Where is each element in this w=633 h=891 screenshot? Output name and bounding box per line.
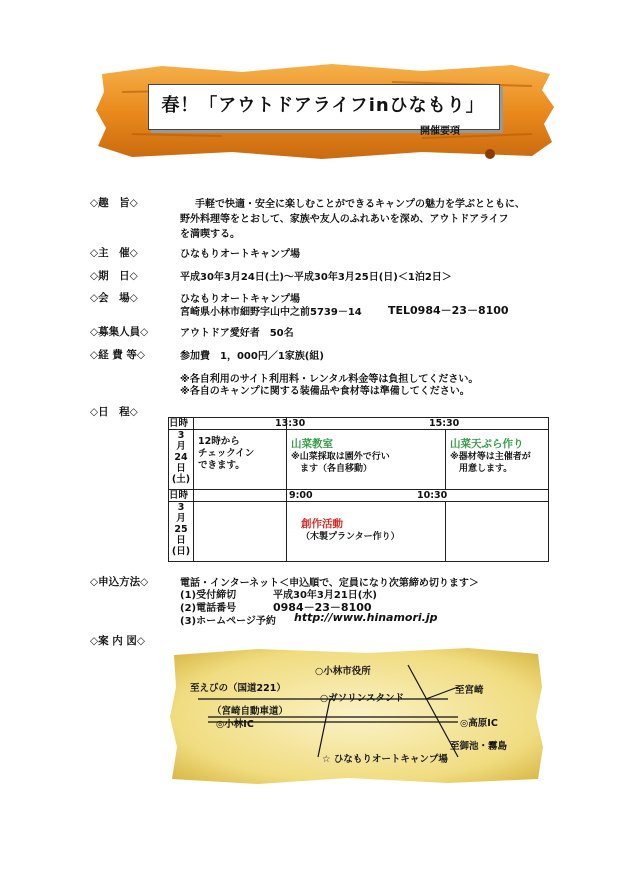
- day1-checkin: 12時から チェックイン できます。: [198, 436, 255, 471]
- day2-activity-note: （木製プランター作り）: [301, 532, 400, 542]
- cost-note-2: ※各自のキャンプに関する装備品や食材等は準備してください。: [180, 386, 470, 397]
- map-to-miyazaki: 至宮崎: [455, 685, 484, 696]
- cost-label: ◇経 費 等◇: [90, 349, 145, 361]
- map-to-mi: 至御池・霧島: [450, 741, 508, 752]
- apply-item-3-key: (3)ホームページ予約: [180, 616, 276, 627]
- apply-item-2-key: (2)電話番号: [180, 603, 237, 614]
- map-city-hall: ○小林市役所: [315, 666, 371, 677]
- page-title: 春！「アウトドアライフinひなもり」: [161, 95, 485, 116]
- schedule-label: ◇日 程◇: [90, 406, 138, 418]
- venue-label: ◇会 場◇: [90, 292, 138, 304]
- day1-date: 3 月 24 日 (土): [169, 430, 194, 490]
- day2-time2: 10:30: [417, 490, 448, 501]
- apply-item-1-key: (1)受付締切: [180, 590, 237, 601]
- apply-intro: 電話・インターネット＜申込順で、定員になり次第締め切ります＞: [180, 578, 479, 589]
- period-value: 平成30年3月24日(土)～平成30年3月25日(日)＜1泊2日＞: [180, 272, 452, 283]
- map-gas-station: ○ガソリンスタンド: [320, 693, 405, 704]
- recruit-value: アウトドア愛好者 50名: [180, 328, 294, 339]
- cost-note-1: ※各自利用のサイト利用料・レンタル料金等は負担してください。: [180, 374, 479, 385]
- cost-value: 参加費 1，000円／1家族(組): [180, 351, 324, 362]
- day1-activity-2-note: ※器材等は主催者が 用意します。: [450, 452, 531, 474]
- day2-header-left: 日時: [169, 490, 194, 502]
- day2-time1: 9:00: [289, 490, 313, 501]
- period-label: ◇期 日◇: [90, 270, 138, 282]
- map-route221: 至えびの（国道221）: [190, 683, 286, 694]
- apply-item-3-value[interactable]: http://www.hinamori.jp: [294, 611, 438, 624]
- map-camp: ☆ ひなもりオートキャンプ場: [322, 754, 448, 765]
- day1-activity-1-title: 山菜教室: [291, 438, 333, 450]
- purpose-line-1: 手軽で快適・安全に楽しむことができるキャンプの魅力を学ぶとともに、: [195, 199, 525, 210]
- day1-header-left: 日時: [169, 418, 194, 430]
- venue-name: ひなもりオートキャンプ場: [180, 294, 300, 305]
- page-subtitle: 開催要項: [420, 126, 460, 137]
- purpose-line-2: 野外料理等をとおして、家族や友人のふれあいを深め、アウトドアライフ: [180, 214, 509, 225]
- day1-activity-2-title: 山菜天ぷら作り: [450, 438, 524, 450]
- map-kobayashi-ic: ◎小林IC: [216, 719, 254, 730]
- organizer-label: ◇主 催◇: [90, 247, 138, 259]
- day1-activity-1-note: ※山菜採取は園外で行い ます（各自移動）: [291, 452, 390, 474]
- apply-item-2-value: 0984－23－8100: [273, 601, 372, 614]
- map-label: ◇案 内 図◇: [90, 635, 145, 647]
- apply-label: ◇申込方法◇: [90, 576, 149, 588]
- map-takaharu-ic: ◎高原IC: [460, 718, 498, 729]
- day2-date: 3 月 25 日 (日): [169, 502, 194, 562]
- day1-time1: 13:30: [275, 418, 306, 429]
- purpose-label: ◇趣 旨◇: [90, 197, 138, 209]
- day2-activity-title: 創作活動: [301, 518, 343, 530]
- schedule-table: [168, 417, 549, 561]
- day1-time2: 15:30: [429, 418, 460, 429]
- map-expressway: （宮崎自動車道）: [212, 706, 289, 717]
- recruit-label: ◇募集人員◇: [90, 326, 149, 338]
- organizer-value: ひなもりオートキャンプ場: [180, 249, 300, 260]
- venue-tel: TEL0984－23－8100: [388, 304, 509, 317]
- venue-address: 宮崎県小林市細野字山中之前5739－14: [180, 307, 362, 318]
- purpose-line-3: を満喫する。: [180, 229, 240, 240]
- apply-item-1-value: 平成30年3月21日(水): [273, 590, 377, 601]
